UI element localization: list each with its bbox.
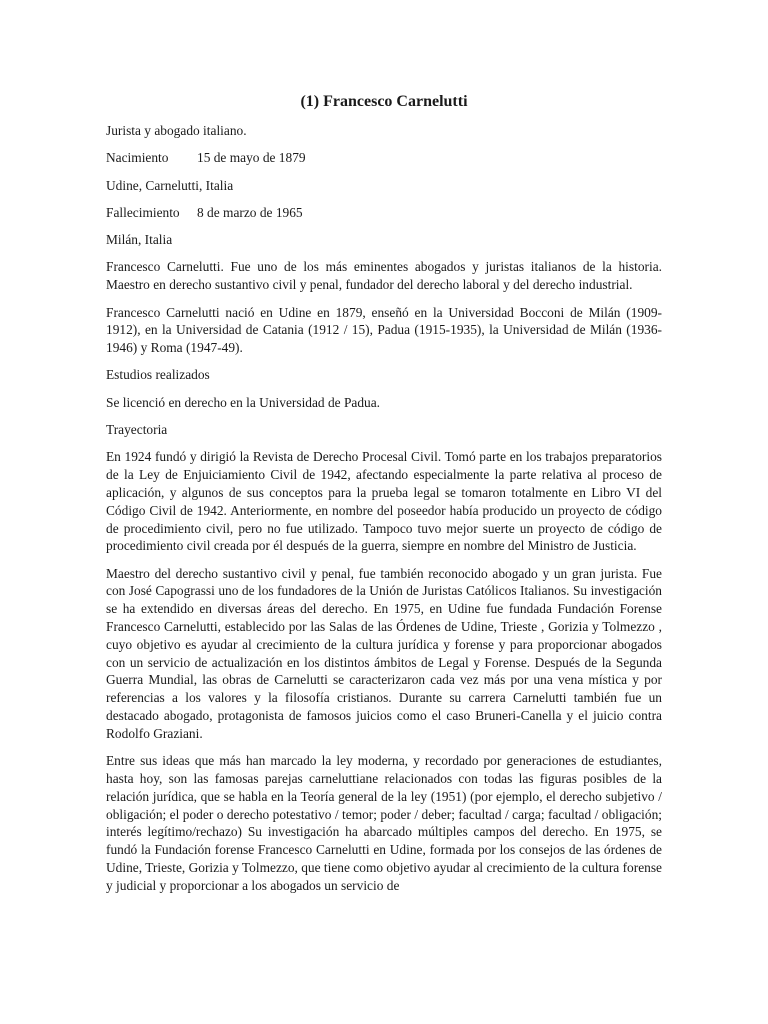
paragraph-trayectoria: En 1924 fundó y dirigió la Revista de Derecho Procesal Civil. Tomó parte en los trabajos preparatorios de la Ley de Enjuiciamiento Civil de 1942, afectando especialmente la parte relativa al proceso de aplicación, y algunos de sus conceptos para la prueba legal se tomaron totalmente en Libro VI del Código Civil de 1942. Anteriormente, en nombre del poseedor había producido un proyecto de código de procedimiento civil, pero no fue utilizado. Tampoco tuvo mejor suerte un proyecto de código de procedimiento civil creada por él después de la guerra, siempre en nombre del Ministro de Justicia. (106, 449, 662, 554)
heading-estudios: Estudios realizados (106, 367, 210, 383)
paragraph-intro: Francesco Carnelutti. Fue uno de los más eminentes abogados y juristas italianos de la historia. Maestro en derecho sustantivo civil y penal, fundador del derecho laboral y del derecho industrial. (106, 259, 662, 293)
paragraph-maestro: Maestro del derecho sustantivo civil y penal, fue también reconocido abogado y un gran jurista. Fue con José Capograssi uno de los fundadores de la Unión de Juristas Católicos Italianos. Su investigación se ha extendido en diversas áreas del derecho. En 1975, en Udine fue fundada Fundación Forense Francesco Carnelutti, establecido por las Salas de las Órdenes de Udine, Trieste , Gorizia y Tolmezzo , cuyo objetivo es ayudar al crecimiento de la cultura jurídica y forense y para proporcionar abogados con un servicio de actualización en los distintos ámbitos de Legal y Forense. Después de la Segunda Guerra Mundial, las obras de Carnelutti se caracterizaron cada vez más por una vena mística y por referencias a los valores y la filosofía cristianos. Durante su carrera Carnelutti también fue un destacado abogado, protagonista de famosos juicios como el caso Bruneri-Canella y el juicio contra Rodolfo Graziani. (106, 565, 662, 741)
death-line (106, 204, 662, 222)
document-page (106, 92, 662, 904)
birth-label: Nacimiento (106, 150, 169, 166)
death-place: Milán, Italia (106, 232, 173, 248)
death-label: Fallecimiento (106, 204, 180, 220)
heading-trayectoria: Trayectoria (106, 422, 168, 438)
paragraph-biography: Francesco Carnelutti nació en Udine en 1879, enseñó en la Universidad Bocconi de Milán (1909-1912), en la Universidad de Catania (1912 / 15), Padua (1915-1935), la Universidad de Milán (1936-1946) y Roma (1947-49). (106, 304, 662, 356)
paragraph-ideas: Entre sus ideas que más han marcado la ley moderna, y recordado por generaciones de estudiantes, hasta hoy, son las famosas parejas carneluttiane relacionados con todas las figuras posibles de la relación jurídica, que se habla en la Teoría general de la ley (1951) (por ejemplo, el derecho subjetivo / obligación; el poder o derecho potestativo / temor; poder / deber; facultad / carga; facultad / obligación; interés legítimo/rechazo) Su investigación ha abarcado múltiples campos del derecho. En 1975, se fundó la Fundación forense Francesco Carnelutti en Udine, formada por los consejos de las órdenes de Udine, Trieste, Gorizia y Tolmezzo, que tiene como objetivo ayudar al crecimiento de la cultura forense y judicial y proporcionar a los abogados un servicio de (106, 753, 662, 893)
subtitle: Jurista y abogado italiano. (106, 123, 247, 138)
birth-date: 15 de mayo de 1879 (197, 150, 306, 166)
paragraph-estudios: Se licenció en derecho en la Universidad de Padua. (106, 394, 381, 410)
document-title: (1) Francesco Carnelutti (300, 93, 468, 110)
death-date: 8 de marzo de 1965 (197, 204, 303, 220)
birth-line (106, 149, 662, 167)
birth-place: Udine, Carnelutti, Italia (106, 177, 234, 193)
